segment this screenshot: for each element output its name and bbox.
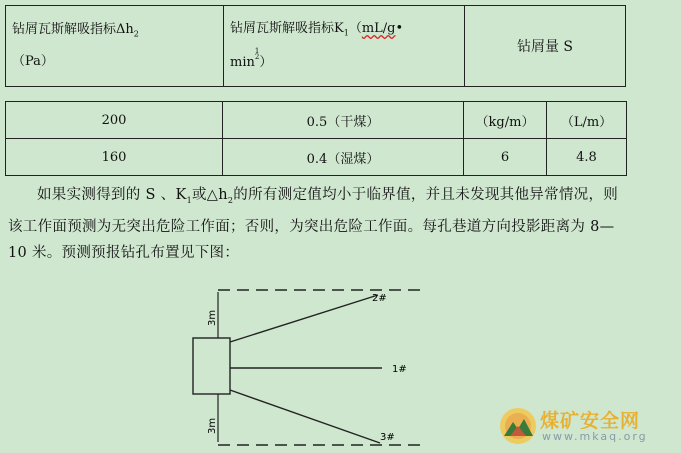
watermark-url: www.mkaq.org — [542, 430, 648, 443]
label-hole-2: 2# — [372, 293, 387, 304]
label-3m-bottom: 3m — [207, 417, 218, 434]
header-col2-unit-dot: • — [395, 21, 404, 37]
label-hole-3: 3# — [380, 432, 395, 443]
table-cell: 200 — [6, 102, 223, 139]
label-hole-1: 1# — [392, 364, 407, 375]
table-cell: 0.4（湿煤） — [223, 139, 464, 176]
header-col1-line1: 钻屑瓦斯解吸指标Δh — [12, 21, 134, 37]
para-sub-2: 2 — [227, 195, 234, 205]
header-cell-desorption-dh2 — [6, 6, 224, 87]
para-part-1: 如果实测得到的 S 、K — [37, 187, 187, 203]
header-col2-line2-post: ） — [259, 54, 273, 70]
header-table — [5, 5, 626, 87]
site-watermark — [498, 404, 674, 449]
table-cell: 0.5（干煤） — [223, 102, 464, 139]
header-col2-line2-pre: min — [230, 54, 255, 70]
watermark-title: 煤矿安全网 — [540, 410, 641, 432]
header-col2-frac-num: 1 — [254, 46, 260, 55]
header-col2-line1: 钻屑瓦斯解吸指标K — [230, 21, 344, 37]
borehole-line-2 — [230, 295, 378, 342]
header-cell-cuttings: 钻屑量 S — [465, 6, 626, 87]
table-cell: 4.8 — [547, 139, 627, 176]
table-cell: （L/m） — [547, 102, 627, 139]
table-row — [6, 139, 627, 176]
header-col2-unit-open: （ — [348, 21, 362, 37]
para-part-2: 或△h — [191, 187, 228, 203]
table-cell: 160 — [6, 139, 223, 176]
header-col1-line2: （Pa） — [12, 54, 54, 70]
para-sub-1: 1 — [186, 195, 192, 205]
roadway-face — [193, 338, 230, 394]
header-col2-sub: 1 — [343, 28, 349, 38]
borehole-line-3 — [230, 390, 380, 443]
header-col2-frac-den: 2 — [254, 52, 260, 61]
table-cell: （kg/m） — [464, 102, 547, 139]
header-cell-desorption-k1 — [224, 6, 465, 87]
table-row — [6, 102, 627, 139]
label-3m-top: 3m — [207, 309, 218, 326]
values-table — [5, 101, 627, 176]
header-col2-unit-ml: mL/g — [361, 21, 396, 37]
borehole-layout-diagram — [180, 282, 440, 452]
table-cell: 6 — [464, 139, 547, 176]
header-col1-sub: 2 — [133, 29, 139, 39]
body-paragraph — [8, 182, 620, 266]
para-part-3: 的所有测定值均小于临界值，并且未发现其他异常情况，则该工作面预测为无突出危险工作面；否则，为突出危险工作面。每孔巷道方向投影距离为 8—10 米。预测预报钻孔布置见下图： — [8, 187, 619, 261]
mountain-logo-icon — [498, 406, 538, 446]
